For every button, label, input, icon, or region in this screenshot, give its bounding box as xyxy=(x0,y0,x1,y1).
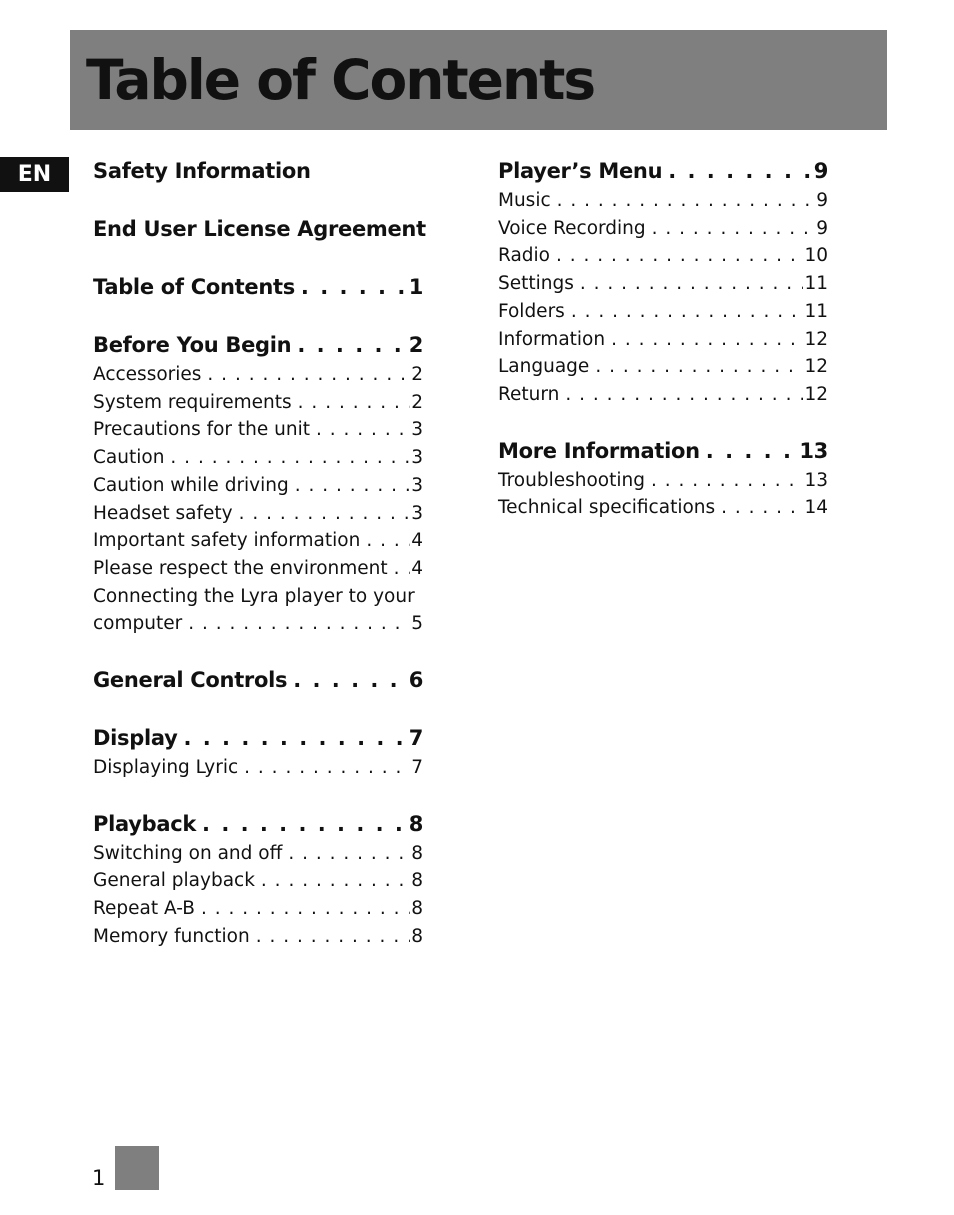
toc-entry-title: Repeat A-B xyxy=(93,898,195,920)
toc-section xyxy=(93,329,423,638)
toc-entry[interactable] xyxy=(93,500,423,528)
toc-heading-title: Playback xyxy=(93,811,197,836)
toc-section-heading[interactable] xyxy=(93,271,423,303)
dot-leader xyxy=(170,444,410,472)
toc-entry-title: Switching on and off xyxy=(93,842,283,864)
toc-heading-title: General Controls xyxy=(93,668,288,693)
toc-entry-title: System requirements xyxy=(93,391,292,413)
toc-heading-page: 6 xyxy=(408,668,423,693)
toc-section xyxy=(498,155,828,409)
toc-entry[interactable] xyxy=(93,583,423,611)
toc-entry[interactable] xyxy=(93,444,423,472)
toc-heading-page: 13 xyxy=(799,438,828,463)
toc-entry-title: Folders xyxy=(498,300,565,322)
dot-leader xyxy=(721,494,803,522)
dot-leader xyxy=(668,155,812,187)
toc-entry-page: 5 xyxy=(411,613,423,635)
toc-left-column xyxy=(93,155,426,977)
dot-leader xyxy=(295,472,410,500)
toc-section-heading[interactable] xyxy=(93,808,423,840)
toc-heading-title: End User License Agreement xyxy=(93,217,426,241)
dot-leader xyxy=(595,353,803,381)
toc-heading-page: 7 xyxy=(408,726,423,751)
toc-entry[interactable] xyxy=(93,923,423,951)
dot-leader xyxy=(571,298,804,326)
toc-entry[interactable] xyxy=(93,389,423,417)
dot-leader xyxy=(301,271,408,303)
toc-entry-title: Please respect the environment xyxy=(93,557,388,579)
dot-leader xyxy=(651,467,804,495)
toc-entry-page: 3 xyxy=(411,502,423,524)
dot-leader xyxy=(293,664,407,696)
toc-section xyxy=(93,664,423,696)
dot-leader xyxy=(201,895,410,923)
toc-heading-title: Safety Information xyxy=(93,159,311,183)
toc-section-heading[interactable] xyxy=(93,664,423,696)
toc-entry-page: 9 xyxy=(816,217,828,239)
toc-section xyxy=(93,213,426,245)
dot-leader xyxy=(207,361,410,389)
toc-section-heading[interactable] xyxy=(93,213,426,245)
page-marker xyxy=(115,1146,159,1190)
toc-entry[interactable] xyxy=(93,472,423,500)
toc-entry-page: 10 xyxy=(804,245,828,267)
dot-leader xyxy=(256,923,411,951)
dot-leader xyxy=(288,840,410,868)
language-tab: EN xyxy=(0,157,69,192)
toc-section-heading[interactable] xyxy=(498,435,828,467)
toc-entry-page: 3 xyxy=(411,447,423,469)
toc-entry[interactable] xyxy=(498,187,828,215)
toc-entry[interactable] xyxy=(498,381,828,409)
toc-heading-title: More Information xyxy=(498,438,700,463)
toc-entry-title: Precautions for the unit xyxy=(93,419,311,441)
dot-leader xyxy=(261,867,410,895)
dot-leader xyxy=(297,329,407,361)
toc-right-column xyxy=(498,155,828,548)
toc-entry-title: Radio xyxy=(498,245,550,267)
dot-leader xyxy=(239,500,411,528)
toc-entry-title: Technical specifications xyxy=(498,497,716,519)
dot-leader xyxy=(556,242,803,270)
toc-entry[interactable] xyxy=(498,298,828,326)
dot-leader xyxy=(298,389,411,417)
toc-entry[interactable] xyxy=(93,361,423,389)
toc-entry-page: 4 xyxy=(411,530,423,552)
toc-entry-page: 8 xyxy=(411,898,423,920)
toc-entry[interactable] xyxy=(498,353,828,381)
toc-entry-page: 8 xyxy=(411,925,423,947)
page-number: 1 xyxy=(92,1166,106,1190)
toc-heading-page: 8 xyxy=(408,811,423,836)
toc-heading-page: 1 xyxy=(408,275,423,299)
toc-entry-page: 9 xyxy=(816,190,828,211)
toc-section-heading[interactable] xyxy=(498,155,828,187)
toc-entry-page: 12 xyxy=(804,328,828,350)
dot-leader xyxy=(183,722,407,754)
toc-heading-title: Display xyxy=(93,726,178,751)
toc-heading-title: Player’s Menu xyxy=(498,159,663,183)
toc-entry-title: Headset safety xyxy=(93,502,233,524)
toc-entry-title: Connecting the Lyra player to your xyxy=(93,585,415,607)
toc-entry-page: 11 xyxy=(804,273,828,295)
dot-leader xyxy=(188,610,410,638)
toc-entry-page: 13 xyxy=(804,469,828,491)
dot-leader xyxy=(580,270,804,298)
page-title: Table of Contents xyxy=(86,48,595,112)
toc-section-heading[interactable] xyxy=(93,329,423,361)
toc-entry[interactable] xyxy=(498,467,828,495)
dot-leader xyxy=(557,187,816,215)
dot-leader xyxy=(244,754,410,782)
toc-entry-title: Displaying Lyric xyxy=(93,757,239,779)
toc-entry-page: 2 xyxy=(411,364,423,385)
toc-entry[interactable] xyxy=(93,754,423,782)
toc-entry-page: 12 xyxy=(804,383,828,405)
toc-entry-title: Memory function xyxy=(93,925,250,947)
dot-leader xyxy=(652,215,816,243)
toc-entry-page: 7 xyxy=(411,757,423,779)
toc-entry-title: Voice Recording xyxy=(498,217,646,239)
toc-entry[interactable] xyxy=(93,416,423,444)
toc-entry[interactable] xyxy=(93,840,423,868)
toc-entry[interactable] xyxy=(498,326,828,354)
toc-entry[interactable] xyxy=(93,610,423,638)
toc-entry-title: General playback xyxy=(93,870,255,892)
toc-entry-title: Troubleshooting xyxy=(498,469,645,491)
dot-leader xyxy=(316,416,410,444)
toc-entry[interactable] xyxy=(498,270,828,298)
toc-entry[interactable] xyxy=(498,242,828,270)
toc-section xyxy=(93,155,423,187)
toc-entry-title: Music xyxy=(498,190,551,211)
dot-leader xyxy=(366,527,410,555)
toc-entry-title: Important safety information xyxy=(93,530,361,552)
title-bar xyxy=(70,30,887,130)
toc-entry-page: 2 xyxy=(411,391,423,413)
toc-entry[interactable] xyxy=(93,895,423,923)
toc-entry-title: Settings xyxy=(498,273,574,295)
toc-heading-page: 9 xyxy=(813,159,828,183)
toc-entry-page: 4 xyxy=(411,557,423,579)
toc-section xyxy=(93,271,423,303)
toc-entry-title: Caution while driving xyxy=(93,474,289,496)
dot-leader xyxy=(706,435,799,467)
toc-entry-page: 8 xyxy=(411,870,423,892)
toc-entry-title: Information xyxy=(498,328,606,350)
dot-leader xyxy=(394,555,411,583)
toc-entry-page: 8 xyxy=(411,842,423,864)
toc-entry[interactable] xyxy=(498,494,828,522)
toc-entry-title: Return xyxy=(498,383,560,405)
toc-entry-title: Language xyxy=(498,356,590,378)
dot-leader xyxy=(202,808,408,840)
dot-leader xyxy=(565,381,803,409)
toc-section xyxy=(93,722,423,782)
toc-entry-page: 3 xyxy=(411,474,423,496)
toc-heading-title: Before You Begin xyxy=(93,333,292,357)
toc-section-heading[interactable] xyxy=(93,722,423,754)
toc-entry[interactable] xyxy=(93,867,423,895)
toc-entry-page: 14 xyxy=(804,497,828,519)
toc-entry-title: Caution xyxy=(93,447,165,469)
toc-entry-page: 11 xyxy=(804,300,828,322)
toc-entry-page: 3 xyxy=(411,419,423,441)
toc-section xyxy=(93,808,423,951)
toc-heading-title: Table of Contents xyxy=(93,275,295,299)
toc-entry[interactable] xyxy=(93,555,423,583)
dot-leader xyxy=(611,326,803,354)
toc-section-heading[interactable] xyxy=(93,155,423,187)
toc-entry[interactable] xyxy=(498,215,828,243)
toc-entry-page: 12 xyxy=(804,356,828,378)
toc-entry[interactable] xyxy=(93,527,423,555)
toc-entry-title: computer xyxy=(93,613,183,635)
toc-section xyxy=(498,435,828,522)
toc-heading-page: 2 xyxy=(408,333,423,357)
toc-entry-title: Accessories xyxy=(93,364,202,385)
